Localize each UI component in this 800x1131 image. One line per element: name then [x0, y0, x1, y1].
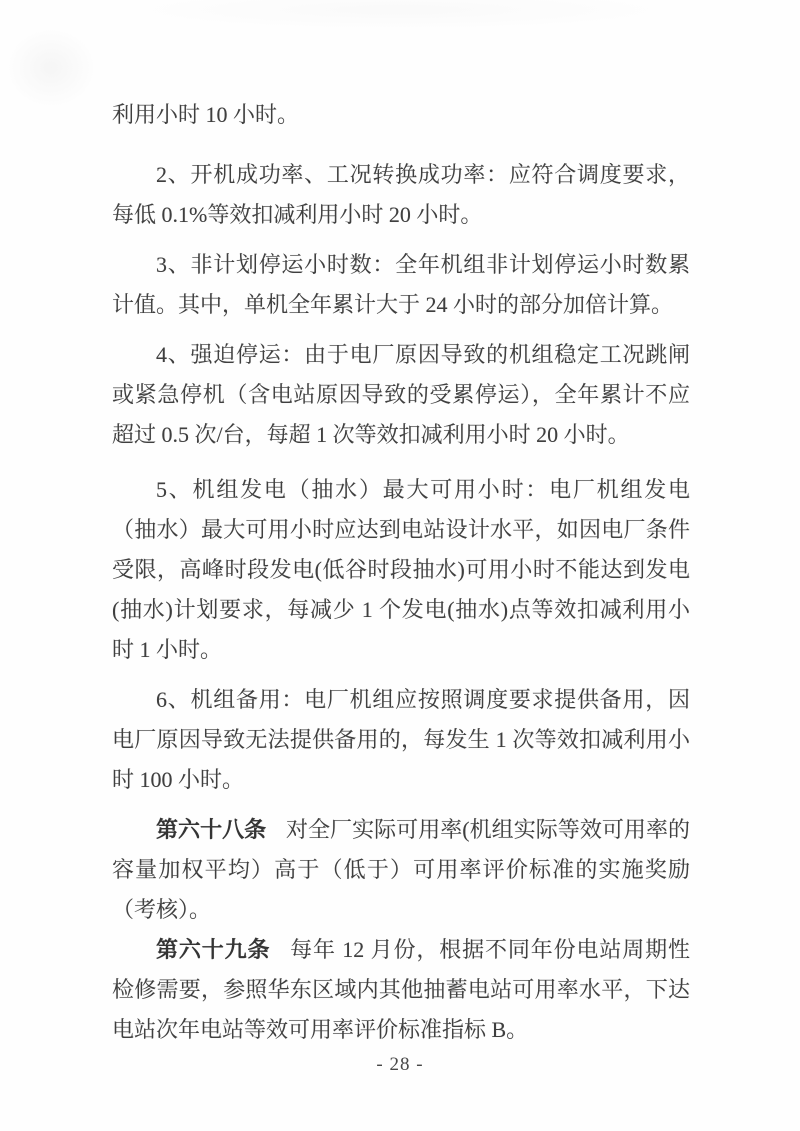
list-item-paragraph	[112, 335, 690, 455]
paragraph-text: 4、强迫停运：由于电厂原因导致的机组稳定工况跳闸或紧急停机（含电站原因导致的受累停运），全年累计不应超过 0.5 次/台，每超 1 次等效扣减利用小时 20 小时。	[112, 342, 690, 447]
scan-smudge	[6, 28, 96, 108]
article-paragraph	[112, 930, 690, 1050]
paragraph-text: 2、开机成功率、工况转换成功率：应符合调度要求，每低 0.1%等效扣减利用小时 20 小时。	[112, 162, 690, 227]
page-footer	[0, 1050, 800, 1080]
list-item-paragraph	[112, 470, 690, 670]
article-paragraph	[112, 810, 690, 930]
list-item-paragraph	[112, 680, 690, 800]
paragraph-text: 每年 12 月份，根据不同年份电站周期性检修需要，参照华东区域内其他抽蓄电站可用率水平，下达电站次年电站等效可用率评价标准指标 B。	[112, 937, 690, 1042]
paragraph-text: 3、非计划停运小时数：全年机组非计划停运小时数累计值。其中，单机全年累计大于 24 小时的部分加倍计算。	[112, 252, 690, 317]
paragraph-text: 5、机组发电（抽水）最大可用小时：电厂机组发电（抽水）最大可用小时应达到电站设计水平，如因电厂条件受限，高峰时段发电(低谷时段抽水)可用小时不能达到发电(抽水)计划要求，每减少 1 个发电(抽水)点等效扣减利用小时 1 小时。	[112, 477, 690, 662]
article-number: 第六十九条	[156, 937, 271, 962]
paragraph-text: 6、机组备用：电厂机组应按照调度要求提供备用，因电厂原因导致无法提供备用的，每发生 1 次等效扣减利用小时 100 小时。	[112, 687, 690, 792]
scan-smudge	[120, 0, 680, 30]
list-item-paragraph	[112, 245, 690, 325]
paragraph-text: 利用小时 10 小时。	[112, 102, 300, 127]
continuation-paragraph	[112, 95, 690, 135]
list-item-paragraph	[112, 155, 690, 235]
paragraph-text: 对全厂实际可用率(机组实际等效可用率的容量加权平均）高于（低于）可用率评价标准的实施奖励（考核）。	[112, 817, 690, 922]
page-number: - 28 -	[376, 1054, 424, 1075]
article-number: 第六十八条	[156, 817, 267, 842]
document-body	[112, 95, 690, 1050]
